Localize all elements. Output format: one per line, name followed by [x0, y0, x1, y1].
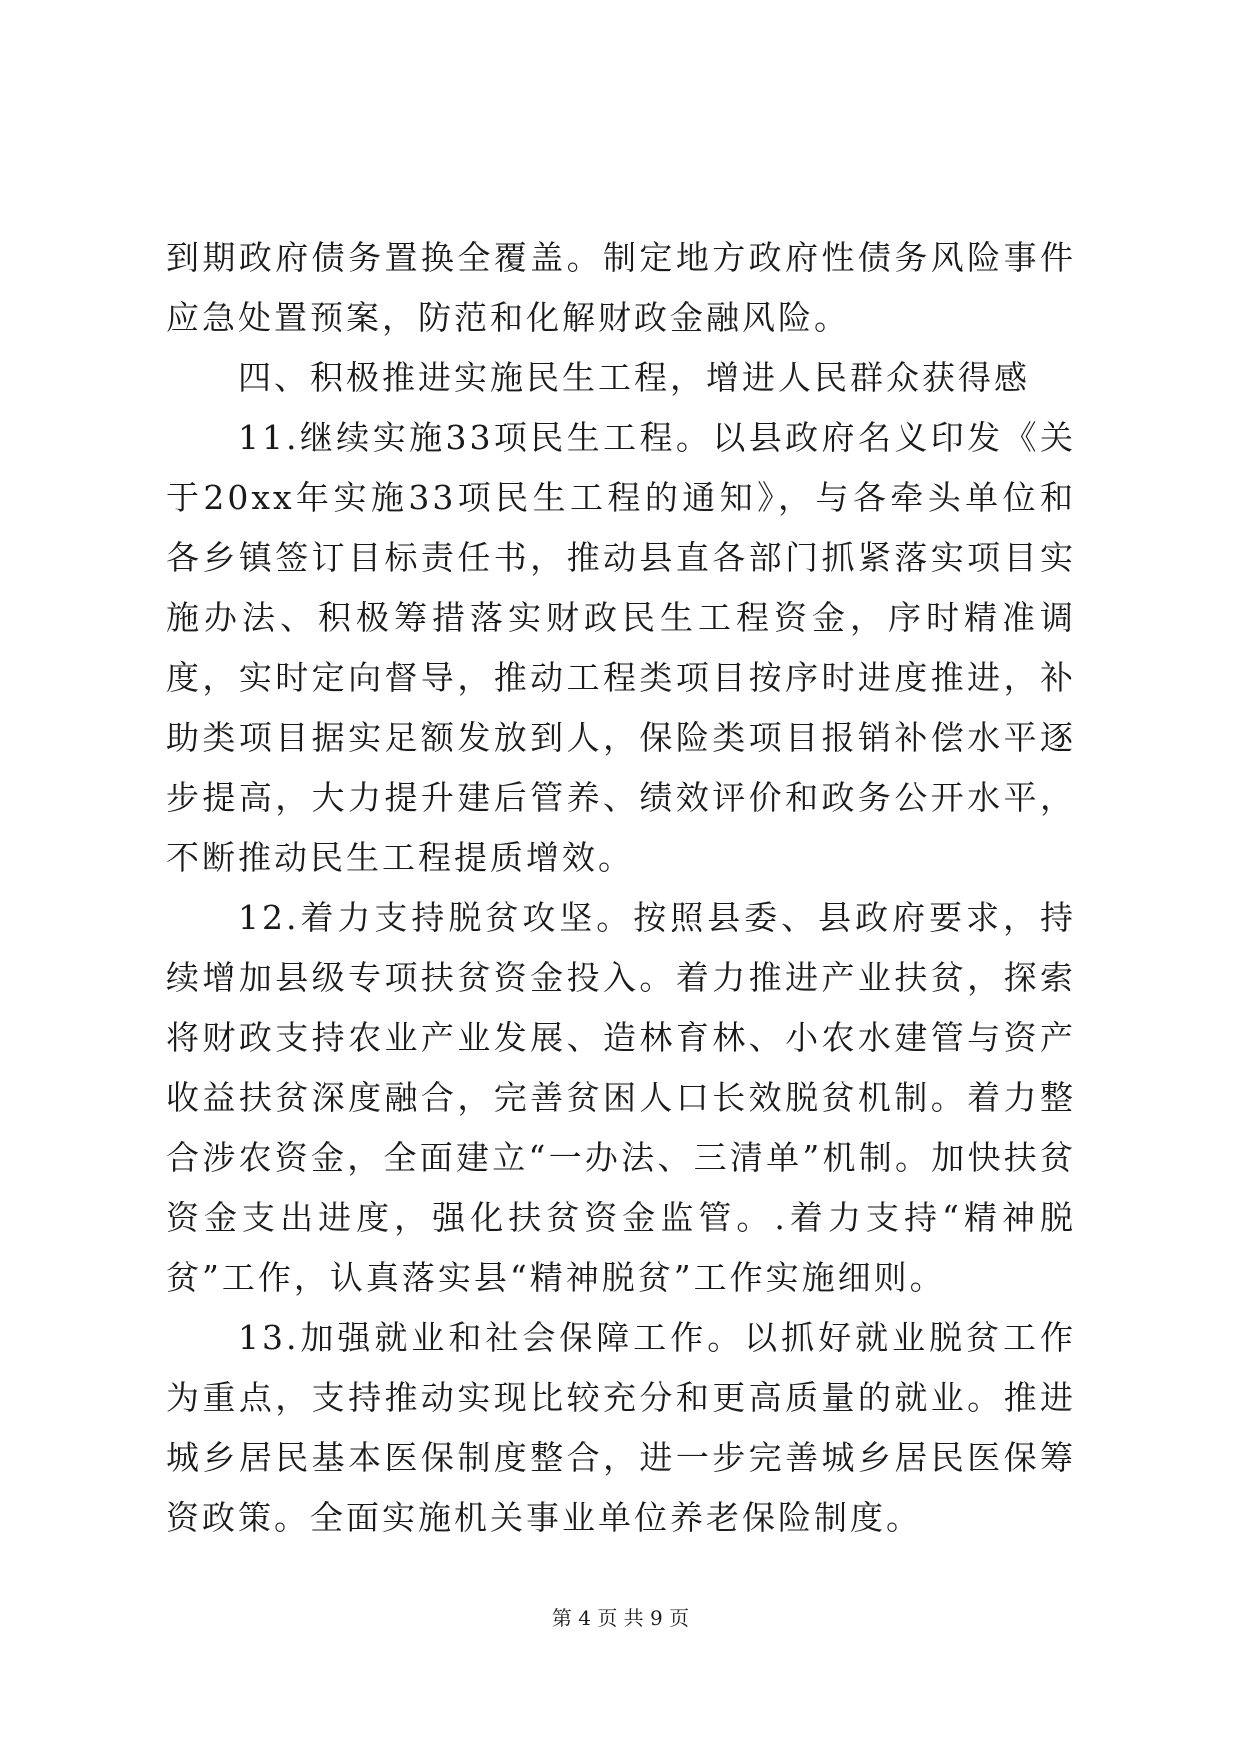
paragraph-debt-replacement: 到期政府债务置换全覆盖。制定地方政府性债务风险事件应急处置预案，防范和化解财政金融风险。	[166, 238, 1076, 337]
paragraph-item-12: 12.着力支持脱贫攻坚。按照县委、县政府要求，持续增加县级专项扶贫资金投入。着力推进产业扶贫，探索将财政支持农业产业发展、造林育林、小农水建管与资产收益扶贫深度融合，完善贫困人口长效脱贫机制。着力整合涉农资金，全面建立“一办法、三清单”机制。加快扶贫资金支出进度，强化扶贫资金监管。.着力支持“精神脱贫”工作，认真落实县“精神脱贫”工作实施细则。	[166, 898, 1076, 1297]
page-number-footer: 第 4 页 共 9 页	[551, 1606, 690, 1630]
section-heading-livelihood: 四、积极推进实施民生工程，增进人民群众获得感	[238, 358, 1030, 397]
document-body	[166, 228, 1076, 1548]
paragraph-item-11: 11.继续实施33项民生工程。以县政府名义印发《关于20xx年实施33项民生工程的通知》，与各牵头单位和各乡镇签订目标责任书，推动县直各部门抓紧落实项目实施办法、积极筹措落实财政民生工程资金，序时精准调度，实时定向督导，推动工程类项目按序时进度推进，补助类项目据实足额发放到人，保险类项目报销补偿水平逐步提高，大力提升建后管养、绩效评价和政务公开水平，不断推动民生工程提质增效。	[166, 418, 1076, 877]
paragraph-item-13: 13.加强就业和社会保障工作。以抓好就业脱贫工作为重点，支持推动实现比较充分和更高质量的就业。推进城乡居民基本医保制度整合，进一步完善城乡居民医保筹资政策。全面实施机关事业单位养老保险制度。	[166, 1318, 1076, 1537]
